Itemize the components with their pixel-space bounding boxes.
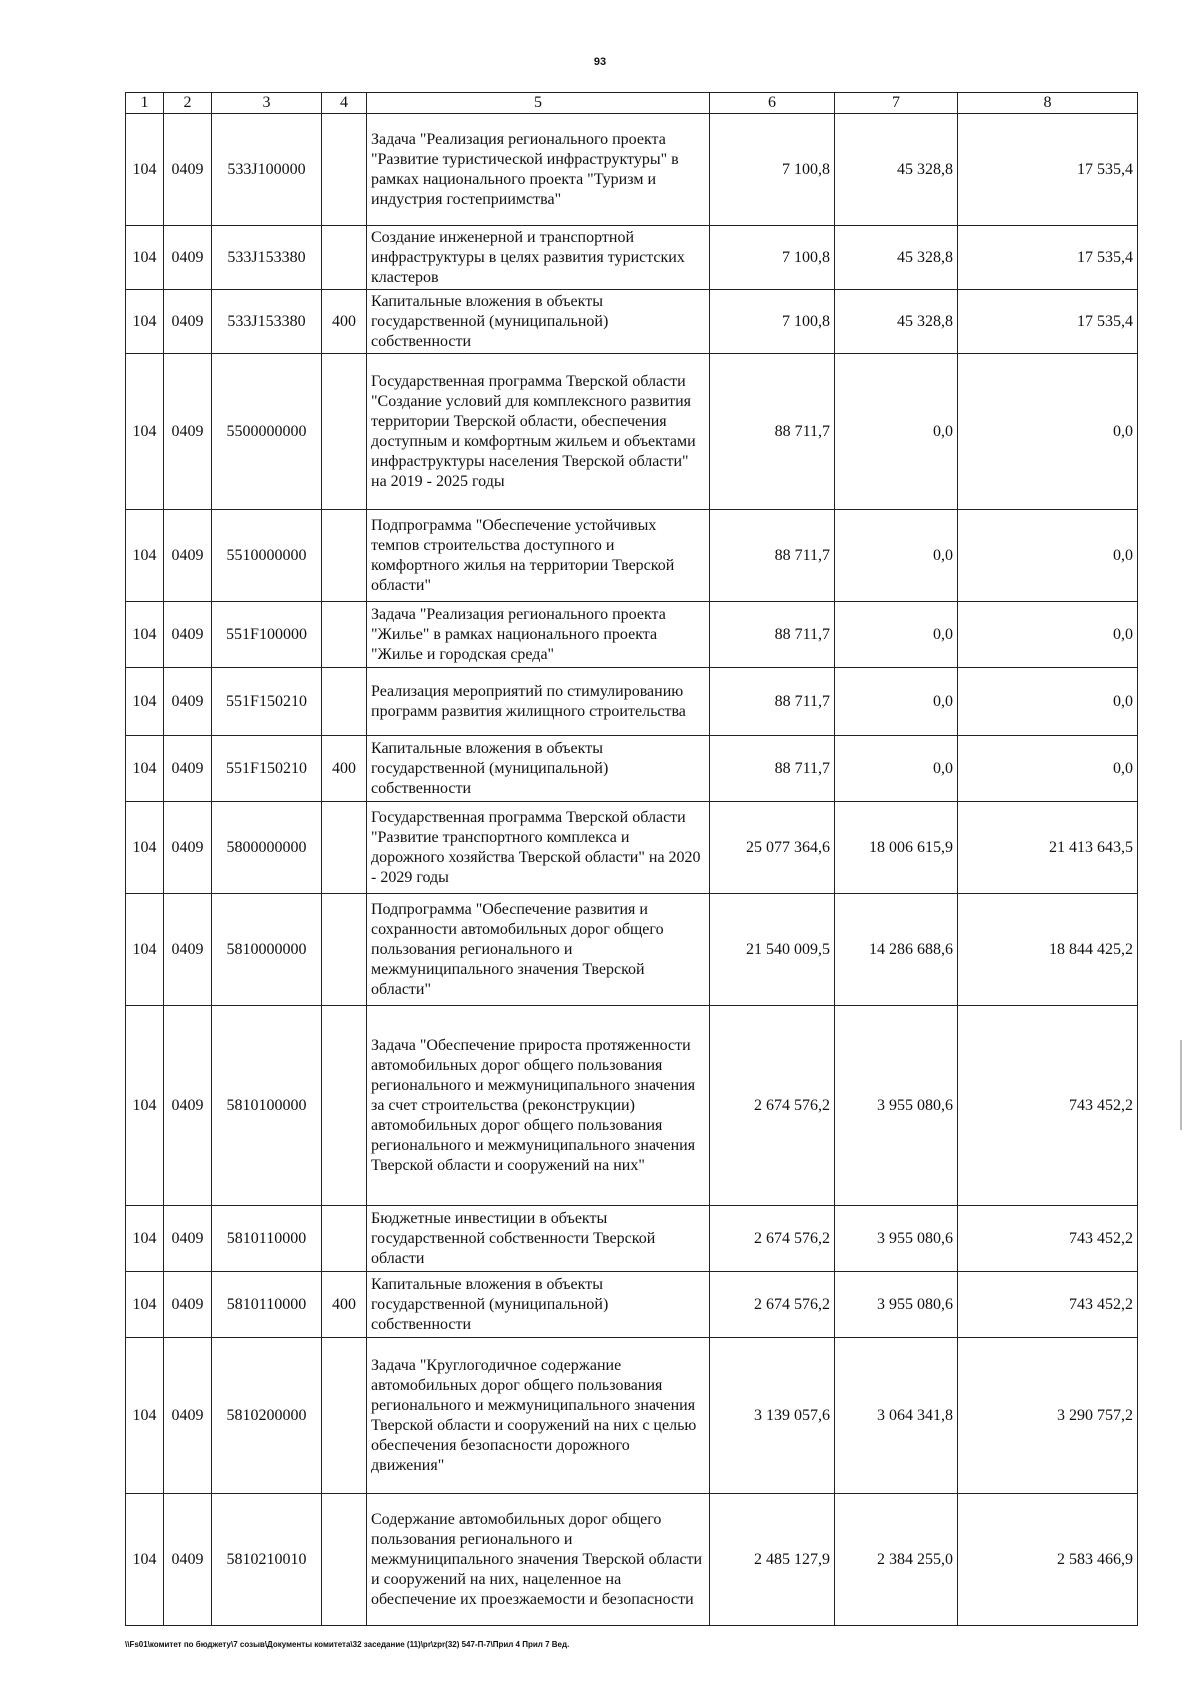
amount-col-7: 45 328,8	[835, 226, 958, 290]
code-expense-type: 400	[322, 290, 367, 354]
column-header-4: 4	[322, 93, 367, 114]
code-section: 0409	[164, 1272, 212, 1338]
amount-col-6: 3 139 057,6	[710, 1338, 835, 1494]
amount-col-7: 14 286 688,6	[835, 894, 958, 1006]
column-header-8: 8	[958, 93, 1138, 114]
code-section: 0409	[164, 510, 212, 602]
item-description: Государственная программа Тверской области "Развитие транспортного комплекса и дорожного хозяйства Тверской области" на 2020 - 2029 годы	[367, 802, 710, 894]
amount-col-8: 0,0	[958, 602, 1138, 668]
amount-col-8: 21 413 643,5	[958, 802, 1138, 894]
item-description: Капитальные вложения в объекты государственной (муниципальной) собственности	[367, 736, 710, 802]
file-path-footer: \\Fs01\комитет по бюджету\7 созыв\Документы комитета\32 заседание (11)\pr\zpr(32) 547-П-7\Прил 4 Прил 7 Вед.	[125, 1640, 570, 1649]
column-header-5: 5	[367, 93, 710, 114]
table-row	[126, 1494, 1138, 1626]
amount-col-7: 3 955 080,6	[835, 1006, 958, 1206]
code-expense-type	[322, 1006, 367, 1206]
column-header-1: 1	[126, 93, 164, 114]
item-description: Задача "Круглогодичное содержание автомобильных дорог общего пользования регионального и межмуниципального значения Тверской области и сооружений на них с целью обеспечения безопасности дорожного движения"	[367, 1338, 710, 1494]
amount-col-7: 3 064 341,8	[835, 1338, 958, 1494]
code-section: 0409	[164, 354, 212, 510]
code-ministry: 104	[126, 226, 164, 290]
code-ministry: 104	[126, 114, 164, 226]
code-ministry: 104	[126, 668, 164, 736]
amount-col-7: 0,0	[835, 668, 958, 736]
code-target: 533J100000	[212, 114, 322, 226]
amount-col-6: 2 674 576,2	[710, 1272, 835, 1338]
amount-col-6: 7 100,8	[710, 290, 835, 354]
item-description: Задача "Обеспечение прироста протяженности автомобильных дорог общего пользования регионального и межмуниципального значения за счет строительства (реконструкции) автомобильных дорог общего пользования регионального и межмуниципального значения Тверской области и сооружений на них"	[367, 1006, 710, 1206]
table-row	[126, 226, 1138, 290]
amount-col-7: 18 006 615,9	[835, 802, 958, 894]
amount-col-8: 743 452,2	[958, 1272, 1138, 1338]
table-row	[126, 1272, 1138, 1338]
code-expense-type	[322, 668, 367, 736]
amount-col-7: 0,0	[835, 354, 958, 510]
amount-col-8: 17 535,4	[958, 114, 1138, 226]
amount-col-8: 18 844 425,2	[958, 894, 1138, 1006]
code-expense-type	[322, 226, 367, 290]
code-ministry: 104	[126, 290, 164, 354]
code-ministry: 104	[126, 1206, 164, 1272]
code-ministry: 104	[126, 1494, 164, 1626]
item-description: Создание инженерной и транспортной инфраструктуры в целях развития туристских кластеров	[367, 226, 710, 290]
code-expense-type	[322, 1206, 367, 1272]
amount-col-6: 2 674 576,2	[710, 1206, 835, 1272]
amount-col-7: 3 955 080,6	[835, 1272, 958, 1338]
code-ministry: 104	[126, 510, 164, 602]
amount-col-7: 45 328,8	[835, 114, 958, 226]
table-row	[126, 1006, 1138, 1206]
table-row	[126, 602, 1138, 668]
code-section: 0409	[164, 1338, 212, 1494]
code-expense-type	[322, 510, 367, 602]
amount-col-6: 7 100,8	[710, 114, 835, 226]
item-description: Государственная программа Тверской области "Создание условий для комплексного развития территории Тверской области, обеспечения доступным и комфортным жильем и объектами инфраструктуры населения Тверской области" на 2019 - 2025 годы	[367, 354, 710, 510]
code-target: 5810200000	[212, 1338, 322, 1494]
code-target: 5810110000	[212, 1206, 322, 1272]
item-description: Задача "Реализация регионального проекта "Развитие туристической инфраструктуры" в рамках национального проекта "Туризм и индустрия гостеприимства"	[367, 114, 710, 226]
column-header-6: 6	[710, 93, 835, 114]
item-description: Подпрограмма "Обеспечение развития и сохранности автомобильных дорог общего пользования регионального и межмуниципального значения Тверской области"	[367, 894, 710, 1006]
table-row	[126, 114, 1138, 226]
code-ministry: 104	[126, 354, 164, 510]
item-description: Реализация мероприятий по стимулированию программ развития жилищного строительства	[367, 668, 710, 736]
code-target: 5800000000	[212, 802, 322, 894]
code-ministry: 104	[126, 1006, 164, 1206]
amount-col-6: 7 100,8	[710, 226, 835, 290]
amount-col-6: 88 711,7	[710, 354, 835, 510]
item-description: Капитальные вложения в объекты государственной (муниципальной) собственности	[367, 1272, 710, 1338]
amount-col-7: 0,0	[835, 736, 958, 802]
code-section: 0409	[164, 114, 212, 226]
column-header-7: 7	[835, 93, 958, 114]
amount-col-6: 88 711,7	[710, 736, 835, 802]
table-row	[126, 510, 1138, 602]
code-ministry: 104	[126, 1272, 164, 1338]
code-section: 0409	[164, 1006, 212, 1206]
budget-table	[125, 92, 1138, 1626]
amount-col-8: 0,0	[958, 668, 1138, 736]
amount-col-8: 0,0	[958, 736, 1138, 802]
amount-col-7: 2 384 255,0	[835, 1494, 958, 1626]
table-row	[126, 290, 1138, 354]
code-expense-type	[322, 1338, 367, 1494]
amount-col-6: 88 711,7	[710, 510, 835, 602]
amount-col-8: 2 583 466,9	[958, 1494, 1138, 1626]
amount-col-8: 0,0	[958, 354, 1138, 510]
code-expense-type	[322, 802, 367, 894]
code-section: 0409	[164, 1494, 212, 1626]
code-target: 5810110000	[212, 1272, 322, 1338]
column-header-2: 2	[164, 93, 212, 114]
code-target: 551F100000	[212, 602, 322, 668]
table-row	[126, 668, 1138, 736]
code-expense-type	[322, 1494, 367, 1626]
item-description: Капитальные вложения в объекты государственной (муниципальной) собственности	[367, 290, 710, 354]
amount-col-6: 88 711,7	[710, 602, 835, 668]
code-target: 5810100000	[212, 1006, 322, 1206]
item-description: Содержание автомобильных дорог общего пользования регионального и межмуниципального значения Тверской области и сооружений на них, нацеленное на обеспечение их проезжаемости и безопасности	[367, 1494, 710, 1626]
code-ministry: 104	[126, 736, 164, 802]
amount-col-8: 17 535,4	[958, 290, 1138, 354]
code-section: 0409	[164, 602, 212, 668]
code-section: 0409	[164, 736, 212, 802]
code-ministry: 104	[126, 802, 164, 894]
amount-col-6: 2 674 576,2	[710, 1006, 835, 1206]
code-section: 0409	[164, 802, 212, 894]
code-section: 0409	[164, 226, 212, 290]
code-ministry: 104	[126, 602, 164, 668]
code-target: 551F150210	[212, 668, 322, 736]
code-section: 0409	[164, 290, 212, 354]
table-row	[126, 802, 1138, 894]
code-target: 551F150210	[212, 736, 322, 802]
amount-col-7: 3 955 080,6	[835, 1206, 958, 1272]
code-section: 0409	[164, 668, 212, 736]
amount-col-6: 25 077 364,6	[710, 802, 835, 894]
item-description: Задача "Реализация регионального проекта "Жилье" в рамках национального проекта "Жилье и городская среда"	[367, 602, 710, 668]
page-number: 93	[593, 56, 607, 68]
table-row	[126, 354, 1138, 510]
code-section: 0409	[164, 894, 212, 1006]
amount-col-8: 743 452,2	[958, 1006, 1138, 1206]
code-expense-type: 400	[322, 736, 367, 802]
code-target: 533J153380	[212, 226, 322, 290]
code-expense-type: 400	[322, 1272, 367, 1338]
code-ministry: 104	[126, 1338, 164, 1494]
code-section: 0409	[164, 1206, 212, 1272]
item-description: Бюджетные инвестиции в объекты государственной собственности Тверской области	[367, 1206, 710, 1272]
code-target: 5500000000	[212, 354, 322, 510]
amount-col-8: 3 290 757,2	[958, 1338, 1138, 1494]
amount-col-7: 45 328,8	[835, 290, 958, 354]
amount-col-7: 0,0	[835, 510, 958, 602]
amount-col-8: 743 452,2	[958, 1206, 1138, 1272]
code-target: 5810000000	[212, 894, 322, 1006]
column-header-3: 3	[212, 93, 322, 114]
code-target: 533J153380	[212, 290, 322, 354]
header-row	[126, 93, 1138, 114]
item-description: Подпрограмма "Обеспечение устойчивых темпов строительства доступного и комфортного жилья на территории Тверской области"	[367, 510, 710, 602]
table-row	[126, 1206, 1138, 1272]
code-ministry: 104	[126, 894, 164, 1006]
code-expense-type	[322, 602, 367, 668]
code-expense-type	[322, 894, 367, 1006]
table-row	[126, 894, 1138, 1006]
amount-col-8: 0,0	[958, 510, 1138, 602]
amount-col-6: 2 485 127,9	[710, 1494, 835, 1626]
scan-edge-mark	[1180, 1040, 1182, 1130]
code-target: 5810210010	[212, 1494, 322, 1626]
amount-col-6: 88 711,7	[710, 668, 835, 736]
code-expense-type	[322, 114, 367, 226]
amount-col-6: 21 540 009,5	[710, 894, 835, 1006]
table-row	[126, 1338, 1138, 1494]
amount-col-7: 0,0	[835, 602, 958, 668]
table-row	[126, 736, 1138, 802]
code-expense-type	[322, 354, 367, 510]
code-target: 5510000000	[212, 510, 322, 602]
amount-col-8: 17 535,4	[958, 226, 1138, 290]
